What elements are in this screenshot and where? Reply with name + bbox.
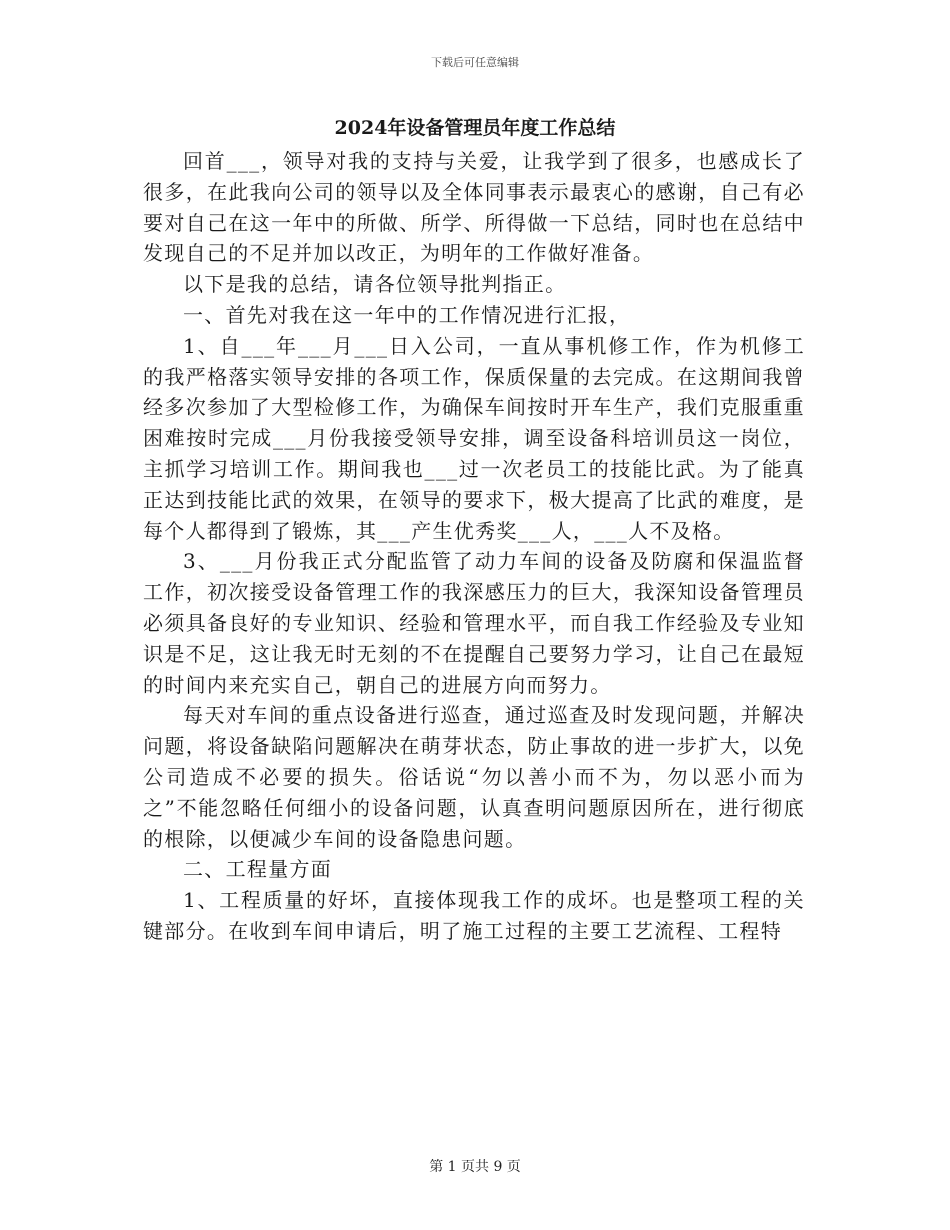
section-heading-1: 一、首先对我在这一年中的工作情况进行汇报， xyxy=(183,302,631,327)
paragraph-inspection: 每天对车间的重点设备进行巡查，通过巡查及时发现问题，并解决问题，将设备缺陷问题解决在萌芽状态，防止事故的进一步扩大，以免公司造成不必要的损失。俗话说“勿以善小而不为，勿以恶小而为之”不能忽略任何细小的设备问题，认真查明问题原因所在，进行彻底的根除，以便减少车间的设备隐患问题。 xyxy=(143,703,805,851)
header-note: 下载后可任意编辑 xyxy=(431,56,519,69)
paragraph-item-1: 1、自___年___月___日入公司，一直从事机修工作，作为机修工的我严格落实领导安排的各项工作，保质保量的去完成。在这期间我曾经多次参加了大型检修工作，为确保车间按时开车生产，我们克服重重困难按时完成___月份我接受领导安排，调至设备科培训员这一岗位，主抓学习培训工作。期间我也___过一次老员工的技能比武。为了能真正达到技能比武的效果，在领导的要求下，极大提高了比武的难度，是每个人都得到了锻炼，其___产生优秀奖___人，___人不及格。 xyxy=(143,333,805,543)
document-title: 2024年设备管理员年度工作总结 xyxy=(334,117,616,139)
paragraph-intro: 回首___，领导对我的支持与关爱，让我学到了很多，也感成长了很多，在此我向公司的领导以及全体同事表示最衷心的感谢，自己有必要对自己在这一年中的所做、所学、所得做一下总结，同时也在总结中发现自己的不足并加以改正，为明年的工作做好准备。 xyxy=(143,149,805,266)
paragraph-item-3: 3、___月份我正式分配监管了动力车间的设备及防腐和保温监督工作，初次接受设备管理工作的我深感压力的巨大，我深知设备管理员必须具备良好的专业知识、经验和管理水平，而自我工作经验及专业知识是不足，这让我无时无刻的不在提醒自己要努力学习，让自己在最短的时间内来充实自己，朝自己的进展方向而努力。 xyxy=(143,549,805,697)
paragraph-summary-lead: 以下是我的总结，请各位领导批判指正。 xyxy=(183,272,567,297)
page-number: 第 1 页共 9 页 xyxy=(429,1159,521,1175)
section-heading-2: 二、工程量方面 xyxy=(183,857,333,882)
paragraph-quality: 1、工程质量的好坏，直接体现我工作的成坏。也是整项工程的关键部分。在收到车间申请后，明了施工过程的主要工艺流程、工程特 xyxy=(143,888,805,943)
document-body xyxy=(143,146,805,947)
